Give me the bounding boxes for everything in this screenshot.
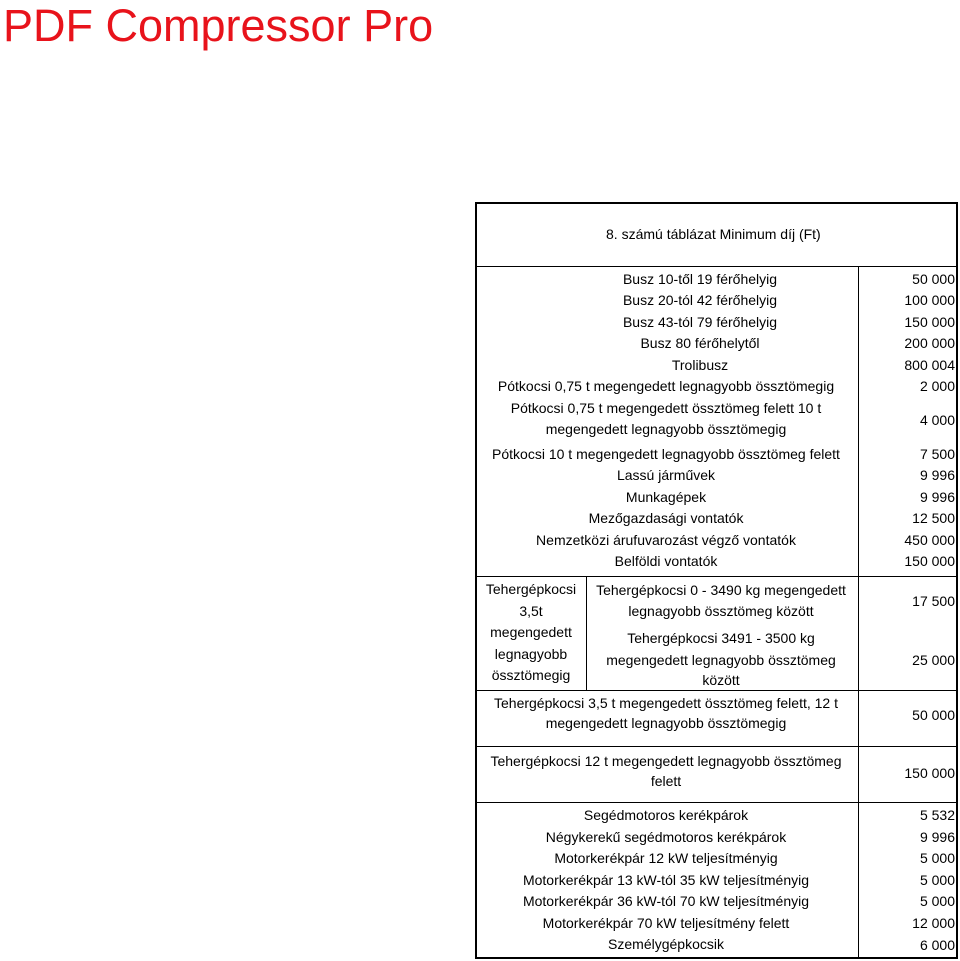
table-row-label: Pótkocsi 0,75 t megengedett össztömeg felett 10 t xyxy=(510,400,822,416)
table-row-value: 9 996 xyxy=(919,467,955,483)
table-row-label: Motorkerékpár 36 kW-tól 70 kW teljesítményig xyxy=(522,893,810,909)
table-row-value: 6 000 xyxy=(919,937,955,953)
table-row-label: Négykerekű segédmotoros kerékpárok xyxy=(545,829,787,845)
row-rule xyxy=(477,802,956,803)
table-row-value: 12 500 xyxy=(912,510,955,526)
truck-sub-label: Tehergépkocsi 3491 - 3500 kg xyxy=(627,630,815,646)
table-row-value: 450 000 xyxy=(904,532,955,548)
table-row-label: Lassú járművek xyxy=(616,467,716,483)
table-row-value: 150 000 xyxy=(904,765,955,781)
truck-group-label: megengedett xyxy=(490,624,572,640)
table-row-value: 50 000 xyxy=(912,271,955,287)
table-row-label: Pótkocsi 0,75 t megengedett legnagyobb össztömegig xyxy=(497,378,835,394)
table-row-label: Busz 20-tól 42 férőhelyig xyxy=(622,292,778,308)
table-row-label: Motorkerékpár 70 kW teljesítmény felett xyxy=(542,915,790,931)
table-row-value: 5 000 xyxy=(919,872,955,888)
table-row-label: Segédmotoros kerékpárok xyxy=(583,807,749,823)
table-row-value: 100 000 xyxy=(904,292,955,308)
table-row-label: Motorkerékpár 12 kW teljesítményig xyxy=(554,850,778,866)
table-row-value: 150 000 xyxy=(904,314,955,330)
truck-group-label: 3,5t xyxy=(519,603,543,619)
truck-group-label: Tehergépkocsi xyxy=(485,581,577,597)
table-row-value: 25 000 xyxy=(912,652,955,668)
table-row-value: 17 500 xyxy=(912,593,955,609)
table-row-value: 50 000 xyxy=(912,707,955,723)
table-row-value: 9 996 xyxy=(919,829,955,845)
table-row-label: megengedett legnagyobb össztömegig xyxy=(545,421,787,437)
table-row-label: Személygépkocsik xyxy=(608,936,724,952)
table-row-value: 5 000 xyxy=(919,893,955,909)
column-divider xyxy=(858,266,859,957)
truck-sub-label: legnagyobb össztömeg között xyxy=(628,603,814,619)
table-row-label: Trolibusz xyxy=(671,357,729,373)
table-row-label: Tehergépkocsi 3,5 t megengedett össztömeg felett, 12 t xyxy=(494,695,838,711)
group-divider xyxy=(586,576,587,691)
truck-group-label: össztömegig xyxy=(491,667,571,683)
truck-sub-label: Tehergépkocsi 0 - 3490 kg megengedett xyxy=(596,582,846,598)
table-row-value: 200 000 xyxy=(904,335,955,351)
header-rule xyxy=(477,266,956,267)
table-row-label: felett xyxy=(650,773,682,789)
table-row-value: 12 000 xyxy=(912,915,955,931)
table-row-value: 800 004 xyxy=(904,357,955,373)
table-row-label: Belföldi vontatók xyxy=(614,553,718,569)
table-row-value: 7 500 xyxy=(919,446,955,462)
table-row-value: 2 000 xyxy=(919,378,955,394)
table-row-label: Pótkocsi 10 t megengedett legnagyobb össztömeg felett xyxy=(492,446,840,462)
row-rule xyxy=(477,746,956,747)
table-row-label: Busz 80 férőhelytől xyxy=(640,335,760,351)
table-row-label: Munkagépek xyxy=(625,489,707,505)
truck-group-label: legnagyobb xyxy=(494,646,568,662)
group-rule xyxy=(477,576,956,577)
table-row-label: megengedett legnagyobb össztömegig xyxy=(545,715,787,731)
table-row-value: 4 000 xyxy=(919,412,955,428)
table-row-label: Nemzetközi árufuvarozást végző vontatók xyxy=(536,532,796,548)
table-title: 8. számú táblázat Minimum díj (Ft) xyxy=(606,226,821,242)
table-row-label: Tehergépkocsi 12 t megengedett legnagyobb össztömeg xyxy=(490,753,842,769)
table-row-value: 5 532 xyxy=(919,807,955,823)
table-row-value: 9 996 xyxy=(919,489,955,505)
truck-sub-label: között xyxy=(702,672,740,688)
truck-sub-label: megengedett legnagyobb össztömeg xyxy=(606,652,836,668)
table-row-label: Mezőgazdasági vontatók xyxy=(588,510,744,526)
table-row-label: Busz 43-tól 79 férőhelyig xyxy=(622,314,778,330)
watermark-title: PDF Compressor Pro xyxy=(3,0,434,51)
table-row-label: Motorkerékpár 13 kW-tól 35 kW teljesítményig xyxy=(522,872,810,888)
table-row-value: 5 000 xyxy=(919,850,955,866)
table-row-value: 150 000 xyxy=(904,553,955,569)
table-row-label: Busz 10-től 19 férőhelyig xyxy=(622,271,778,287)
